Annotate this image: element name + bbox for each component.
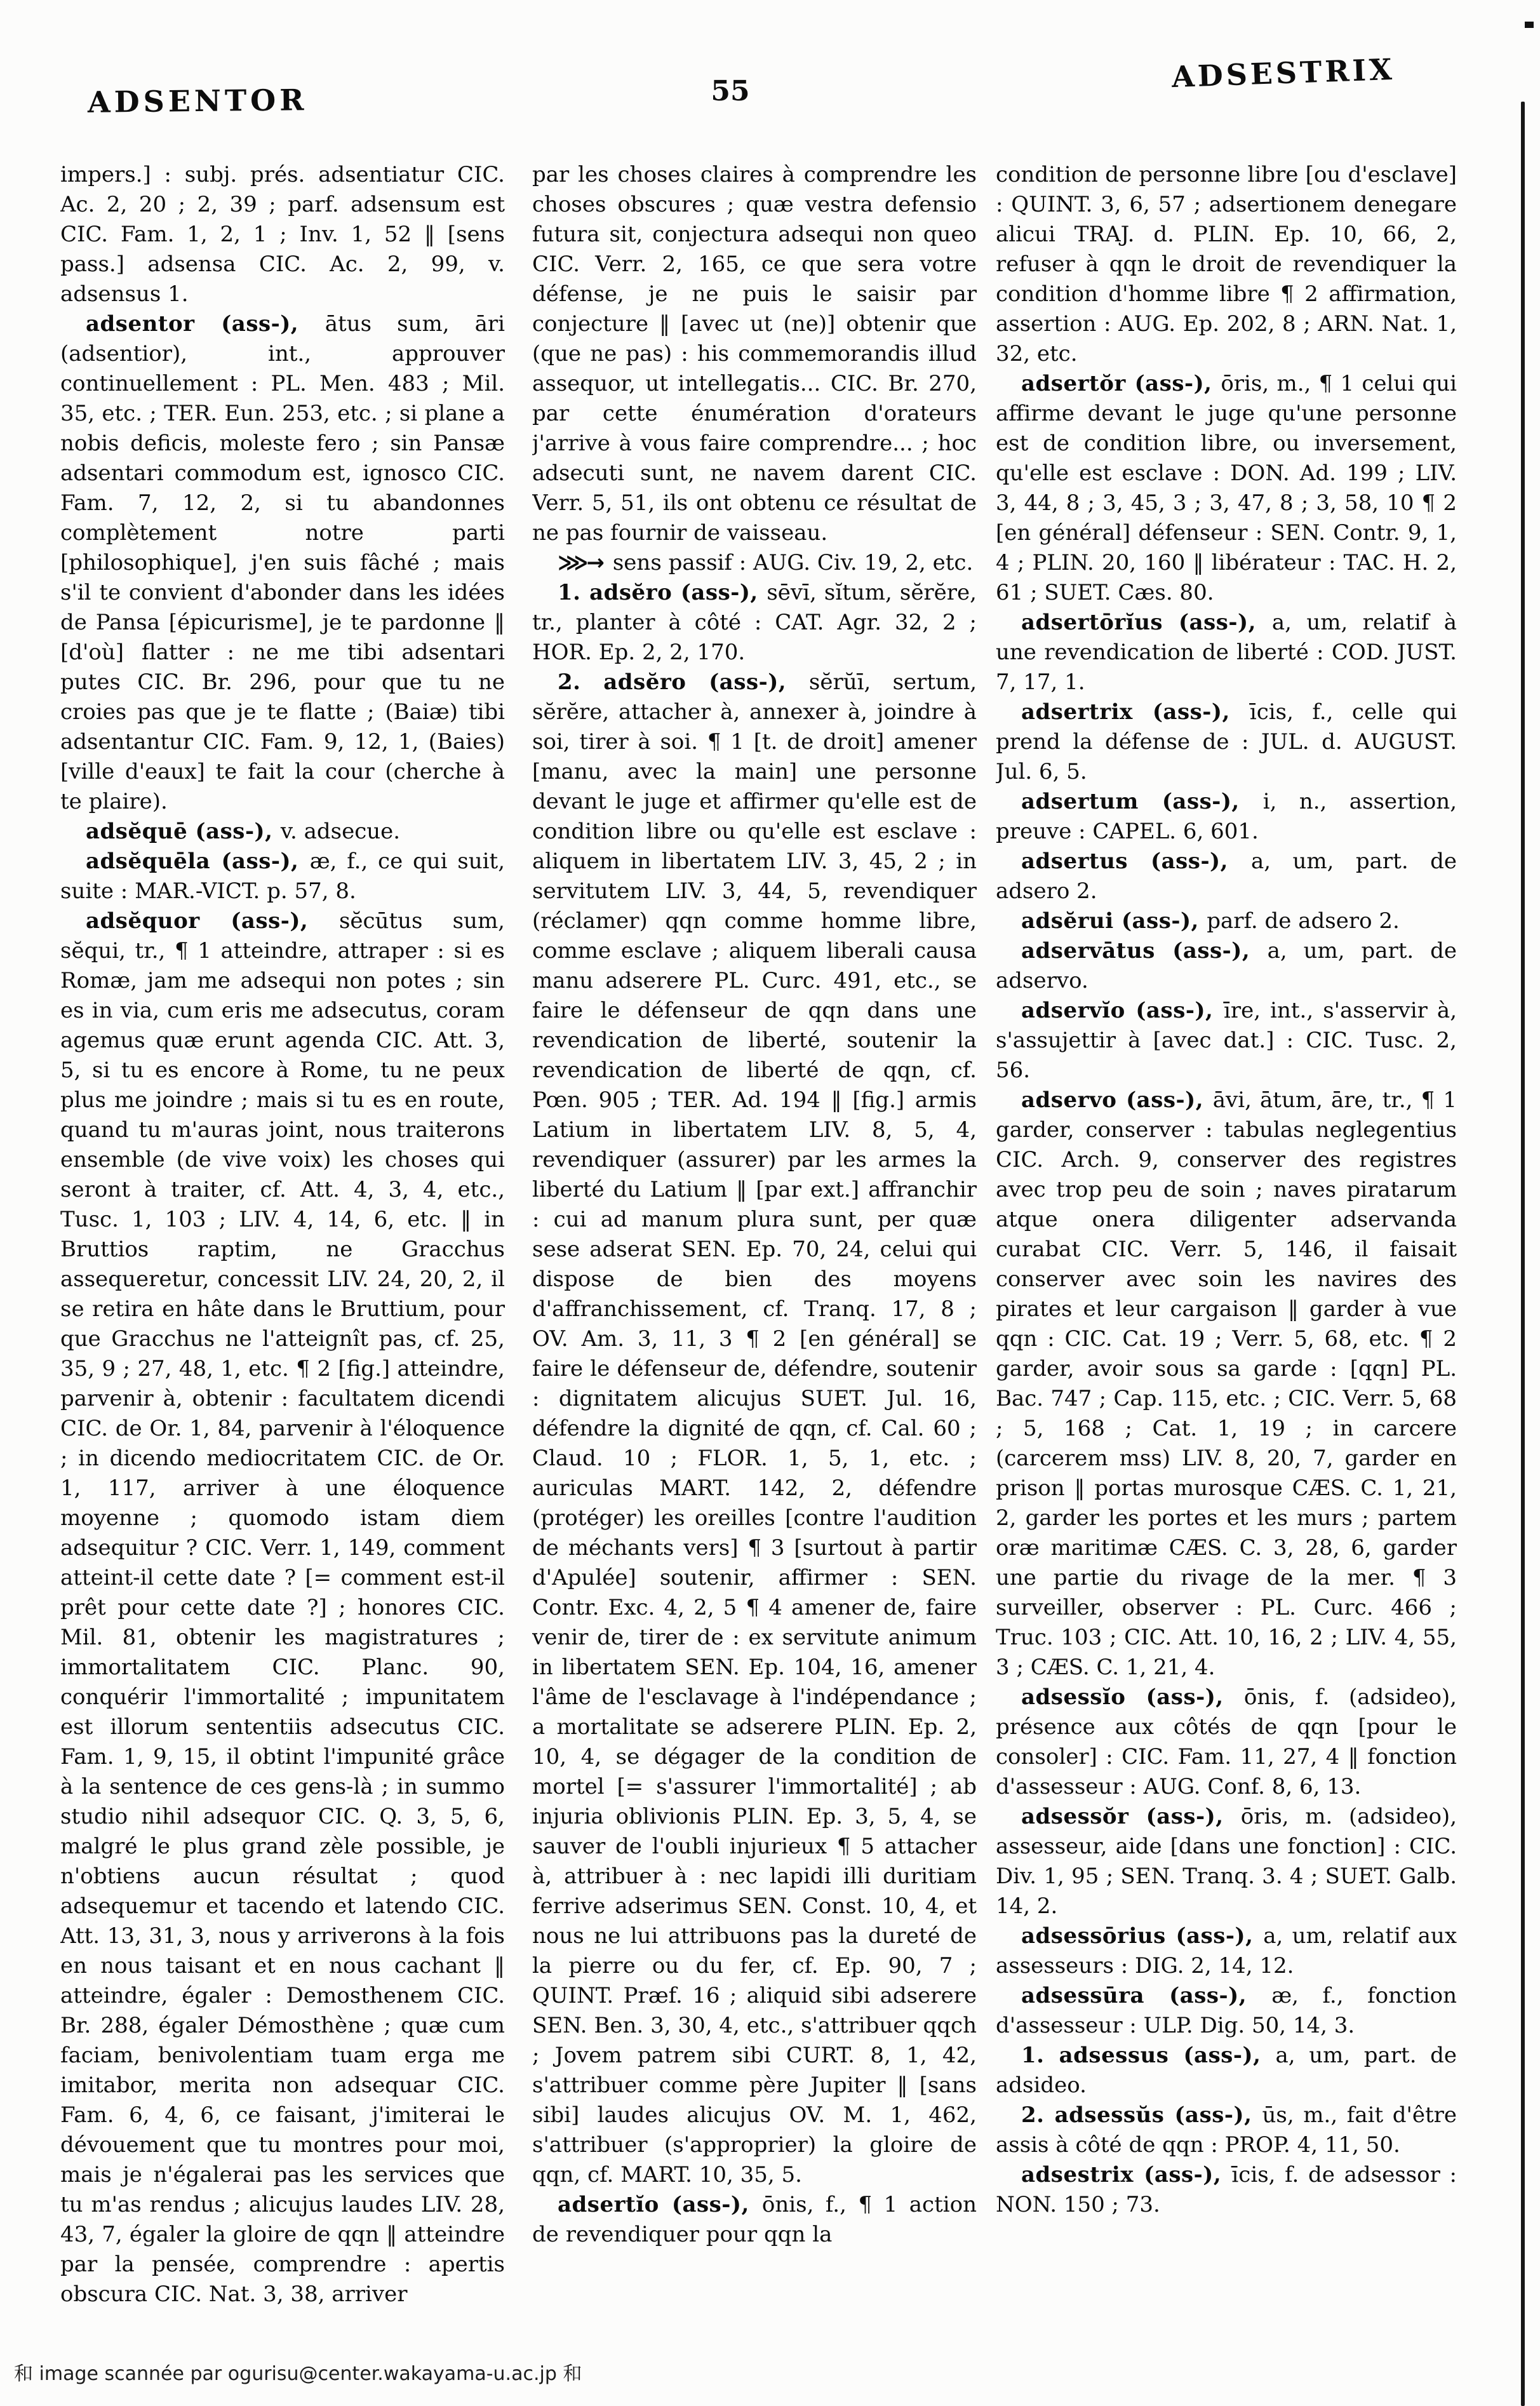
headword: adsertŏr (ass-), bbox=[1021, 371, 1221, 396]
headword: adsessōrius (ass-), bbox=[1021, 1923, 1264, 1949]
entry-paragraph: adsĕquor (ass-), sĕcūtus sum, sĕqui, tr., ¶ 1 atteindre, attraper : si es Romæ, jam me adsequi non potes ; sin es in via, cum eris me adsecutus, coram agemus quæ erunt agenda CIC. Att. 3, 5, si tu es encore à Rome, tu ne peux plus me joindre ; mais si tu es en route, quand tu m'auras joint, nous traiterons ensemble (de vive voix) les choses qui seront à traiter, cf. Att. 4, 3, 4, etc., Tusc. 1, 103 ; LIV. 4, 14, 6, etc. ‖ in Bruttios raptim, ne Gracchus assequeretur, concessit LIV. 24, 20, 2, il se retira en hâte dans le Bruttium, pour que Gracchus ne l'atteignît pas, cf. 25, 35, 9 ; 27, 48, 1, etc. ¶ 2 [fig.] atteindre, parvenir à, obtenir : facultatem dicendi CIC. de Or. 1, 84, parvenir à l'éloquence ; in dicendo mediocritatem CIC. de Or. 1, 117, arriver à une éloquence moyenne ; quomodo istam diem adsequitur ? CIC. Verr. 1, 149, comment atteint-il cette date ? [= comment est-il prêt pour cette date ?] ; honores CIC. Mil. 81, obtenir les magistratures ; immortalitatem CIC. Planc. 90, conquérir l'immortalité ; impunitatem est illorum sententiis adsecutus CIC. Fam. 1, 9, 15, il obtint l'impunité grâce à la sentence de ces gens-là ; in summo studio nihil adsequor CIC. Q. 3, 5, 6, malgré le plus grand zèle possible, je n'obtiens aucun résultat ; quod adsequemur et tacendo et latendo CIC. Att. 13, 31, 3, nous y arriverons à la fois en nous taisant et en nous cachant ‖ atteindre, égaler : Demosthenem CIC. Br. 288, égaler Démosthène ; quæ cum faciam, benivolentiam tuam erga me imitabor, merita non adsequar CIC. Fam. 6, 4, 6, ce faisant, j'imiterai le dévouement que tu montres pour moi, mais je n'égalerai pas les services que tu m'as rendus ; alicujus laudes LIV. 28, 43, 7, égaler la gloire de qqn ‖ atteindre par la pensée, comprendre : apertis obscura CIC. Nat. 3, 38, arriver bbox=[60, 908, 505, 2307]
entry-paragraph: adsestrix (ass-), īcis, f. de adsessor : NON. 150 ; 73. bbox=[996, 2162, 1457, 2217]
entry-paragraph: adsessŏr (ass-), ōris, m. (adsideo), assesseur, aide [dans une fonction] : CIC. Div. 1, 95 ; SEN. Tranq. 3. 4 ; SUET. Galb. 14, 2. bbox=[996, 1804, 1457, 1919]
continuation-paragraph: condition de personne libre [ou d'esclave] : QUINT. 3, 6, 57 ; adsertionem denegare alicui TRAJ. d. PLIN. Ep. 10, 66, 2, refuser à qqn le droit de revendiquer la condition d'homme libre ¶ 2 affirmation, assertion : AUG. Ep. 202, 8 ; ARN. Nat. 1, 32, etc. bbox=[996, 162, 1457, 366]
entry-paragraph: adservo (ass-), āvi, ātum, āre, tr., ¶ 1 garder, conserver : tabulas neglegentius CIC. Arch. 9, conserver des registres avec trop peu de soin ; naves piratarum atque onera diligenter adservanda curabat CIC. Verr. 5, 146, il faisait conserver avec soin les navires des pirates et leur cargaison ‖ garder à vue qqn : CIC. Cat. 19 ; Verr. 5, 68, etc. ¶ 2 garder, avoir sous sa garde : [qqn] PL. Bac. 747 ; Cap. 115, etc. ; CIC. Verr. 5, 68 ; 5, 168 ; Cat. 1, 19 ; in carcere (carcerem mss) LIV. 8, 20, 7, garder en prison ‖ portas murosque CÆS. C. 1, 21, 2, garder les portes et les murs ; partem oræ maritimæ CÆS. C. 3, 28, 6, garder une partie du rivage de la mer. ¶ 3 surveiller, observer : PL. Curc. 466 ; Truc. 103 ; CIC. Att. 10, 16, 2 ; LIV. 4, 55, 3 ; CÆS. C. 1, 21, 4. bbox=[996, 1087, 1457, 1680]
headword: adsessŏr (ass-), bbox=[1021, 1804, 1241, 1829]
headword: adsentor (ass-), bbox=[86, 311, 325, 337]
entry-paragraph: adsertĭo (ass-), ōnis, f., ¶ 1 action de revendiquer pour qqn la bbox=[532, 2192, 977, 2247]
remark-arrow-icon: ⋙→ bbox=[558, 550, 603, 575]
entry-paragraph: 2. adsĕro (ass-), sĕrŭī, sertum, sĕrĕre, attacher à, annexer à, joindre à soi, tirer à soi. ¶ 1 [t. de droit] amener [manu, avec la main] une personne devant le juge et affirmer qu'elle est de condition libre ou qu'elle est esclave : aliquem in libertatem LIV. 3, 45, 2 ; in servitutem LIV. 3, 44, 5, revendiquer (réclamer) qqn comme homme libre, comme esclave ; aliquem liberali causa manu adserere PL. Curc. 491, etc., se faire le défenseur de qqn dans une revendication de liberté, soutenir la revendication de liberté de qqn, cf. Pœn. 905 ; TER. Ad. 194 ‖ [fig.] armis Latium in libertatem LIV. 8, 5, 4, revendiquer (assurer) par les armes la liberté du Latium ‖ [par ext.] affranchir : cui ad manum plura sunt, per quæ sese adserat SEN. Ep. 70, 24, celui qui dispose de bien des moyens d'affranchissement, cf. Tranq. 17, 8 ; OV. Am. 3, 11, 3 ¶ 2 [en général] se faire le défenseur de, défendre, soutenir : dignitatem alicujus SUET. Jul. 16, défendre la dignité de qqn, cf. Cal. 60 ; Claud. 10 ; FLOR. 1, 5, 1, etc. ; auriculas MART. 142, 2, défendre (protéger) les oreilles [contre l'audition de méchants vers] ¶ 3 [surtout à partir d'Apulée] soutenir, affirmer : SEN. Contr. Exc. 4, 2, 5 ¶ 4 amener de, faire venir de, tirer de : ex servitute animum in libertatem SEN. Ep. 104, 16, amener l'âme de l'esclavage à l'indépendance ; a mortalitate se adserere PLIN. Ep. 2, 10, 4, se dégager de la condition de mortel [= s'assurer l'immortalité] ; ab injuria oblivionis PLIN. Ep. 3, 5, 4, se sauver de l'oubli injurieux ¶ 5 attacher à, attribuer à : nec lapidi illi duritiam ferrive adserimus SEN. Const. 10, 4, et nous ne lui attribuons pas la dureté de la pierre ou du fer, cf. Ep. 90, 7 ; QUINT. Præf. 16 ; aliquid sibi adserere SEN. Ben. 3, 30, 4, etc., s'attribuer qqch ; Jovem patrem sibi CURT. 8, 1, 42, s'attribuer comme père Jupiter ‖ [sans sibi] laudes alicujus OV. M. 1, 462, s'attribuer (s'approprier) la gloire de qqn, cf. MART. 10, 35, 5. bbox=[532, 669, 977, 2188]
entry-paragraph: adsertus (ass-), a, um, part. de adsero 2. bbox=[996, 849, 1457, 904]
entry-paragraph: 1. adsĕro (ass-), sēvī, sĭtum, sĕrĕre, tr., planter à côté : CAT. Agr. 32, 2 ; HOR. Ep. 2, 2, 170. bbox=[532, 580, 977, 665]
entry-paragraph: adsĕquē (ass-), v. adsecue. bbox=[86, 819, 401, 844]
headword: 1. adsessus (ass-), bbox=[1021, 2043, 1276, 2068]
headword: adsĕrui (ass-), bbox=[1021, 908, 1207, 934]
entry-paragraph: adservātus (ass-), a, um, part. de adservo. bbox=[996, 938, 1457, 993]
column-1 bbox=[60, 160, 505, 2309]
continuation-paragraph: impers.] : subj. prés. adsentiatur CIC. Ac. 2, 20 ; 2, 39 ; parf. adsensum est CIC. Fam. 1, 2, 1 ; Inv. 1, 52 ‖ [sens pass.] adsensa CIC. Ac. 2, 99, v. adsensus 1. bbox=[60, 162, 505, 307]
entry-paragraph: adsentor (ass-), ātus sum, āri (adsentior), int., approuver continuellement : PL. Men. 483 ; Mil. 35, etc. ; TER. Eun. 253, etc. ; si plane a nobis deficis, moleste fero ; sin Pansæ adsentari commodum est, ignosco CIC. Fam. 7, 12, 2, si tu abandonnes complètement notre parti [philosophique], j'en suis fâché ; mais s'il te convient d'abonder dans les idées de Pansa [épicurisme], je te pardonne ‖ [d'où] flatter : ne me tibi adsentari putes CIC. Br. 296, pour que tu ne croies pas que je te flatte ; (Baiæ) tibi adsentantur CIC. Fam. 9, 12, 1, (Baies) [ville d'eaux] te fait la cour (cherche à te plaire). bbox=[60, 311, 505, 814]
entry-paragraph: 1. adsessus (ass-), a, um, part. de adsideo. bbox=[996, 2043, 1457, 2098]
page-number: 55 bbox=[711, 75, 750, 107]
headword: 1. adsĕro (ass-), bbox=[558, 580, 767, 605]
headword: adsertōrĭus (ass-), bbox=[1021, 610, 1272, 635]
headword: adsertrix (ass-), bbox=[1021, 699, 1250, 725]
entry-paragraph: adsĕquēla (ass-), æ, f., ce qui suit, suite : MAR.-VICT. p. 57, 8. bbox=[60, 849, 505, 904]
headword: adsĕquor (ass-), bbox=[86, 908, 339, 934]
scan-edge-line bbox=[1521, 102, 1525, 2406]
column-3 bbox=[996, 160, 1457, 2220]
headword: adsertum (ass-), bbox=[1021, 789, 1263, 814]
running-head-left: ADSENTOR bbox=[87, 83, 308, 119]
headword: adsestrix (ass-), bbox=[1021, 2162, 1232, 2188]
headword: adservo (ass-), bbox=[1021, 1087, 1213, 1113]
running-head-right: ADSESTRIX bbox=[1171, 51, 1396, 95]
scan-credit: 和 image scannée par ogurisu@center.wakayama-u.ac.jp 和 bbox=[14, 2363, 582, 2385]
entry-paragraph: adsertum (ass-), i, n., assertion, preuve : CAPEL. 6, 601. bbox=[996, 789, 1457, 844]
headword: 2. adsessŭs (ass-), bbox=[1021, 2102, 1262, 2128]
entry-paragraph: adsessĭo (ass-), ōnis, f. (adsideo), présence aux côtés de qqn [pour le consoler] : CIC. Fam. 11, 27, 4 ‖ fonction d'assesseur : AUG. Conf. 8, 6, 13. bbox=[996, 1684, 1457, 1799]
headword: adsĕquē (ass-), bbox=[86, 819, 281, 844]
headword: adservĭo (ass-), bbox=[1021, 998, 1224, 1023]
headword: adsertus (ass-), bbox=[1021, 849, 1251, 874]
entry-paragraph: adsertrix (ass-), īcis, f., celle qui prend la défense de : JUL. d. AUGUST. Jul. 6, 5. bbox=[996, 699, 1457, 784]
entry-paragraph: 2. adsessŭs (ass-), ūs, m., fait d'être assis à côté de qqn : PROP. 4, 11, 50. bbox=[996, 2102, 1457, 2158]
headword: adsertĭo (ass-), bbox=[558, 2192, 762, 2217]
headword: 2. adsĕro (ass-), bbox=[558, 669, 809, 695]
headword: adsessūra (ass-), bbox=[1021, 1983, 1272, 2008]
entry-paragraph: adsessūra (ass-), æ, f., fonction d'assesseur : ULP. Dig. 50, 14, 3. bbox=[996, 1983, 1457, 2038]
headword: adsessĭo (ass-), bbox=[1021, 1684, 1244, 1710]
column-2 bbox=[532, 160, 977, 2250]
entry-paragraph: adsĕrui (ass-), parf. de adsero 2. bbox=[1021, 908, 1400, 934]
headword: adservātus (ass-), bbox=[1021, 938, 1268, 964]
entry-paragraph: adsertŏr (ass-), ōris, m., ¶ 1 celui qui affirme devant le juge qu'une personne est de condition libre, ou inversement, qu'elle est esclave : DON. Ad. 199 ; LIV. 3, 44, 8 ; 3, 45, 3 ; 3, 47, 8 ; 3, 58, 10 ¶ 2 [en général] défenseur : SEN. Contr. 9, 1, 4 ; PLIN. 20, 160 ‖ libérateur : TAC. H. 2, 61 ; SUET. Cæs. 80. bbox=[996, 371, 1457, 605]
entry-paragraph: adsertōrĭus (ass-), a, um, relatif à une revendication de liberté : COD. JUST. 7, 17, 1. bbox=[996, 610, 1457, 695]
entry-paragraph: adsessōrius (ass-), a, um, relatif aux assesseurs : DIG. 2, 14, 12. bbox=[996, 1923, 1457, 1979]
continuation-paragraph: ⋙→ sens passif : AUG. Civ. 19, 2, etc. bbox=[558, 550, 974, 575]
headword: adsĕquēla (ass-), bbox=[86, 849, 310, 874]
scan-speck bbox=[1525, 22, 1534, 28]
continuation-paragraph: par les choses claires à comprendre les choses obscures ; quæ vestra defensio futura sit, conjectura adsequi non queo CIC. Verr. 2, 165, ce que sera votre défense, je ne puis le saisir par conjecture ‖ [avec ut (ne)] obtenir que (que ne pas) : his commemorandis illud assequor, ut intellegatis... CIC. Br. 270, par cette énumération d'orateurs j'arrive à vous faire comprendre... ; hoc adsecuti sunt, ne navem darent CIC. Verr. 5, 51, ils ont obtenu ce résultat de ne pas fournir de vaisseau. bbox=[532, 162, 977, 546]
entry-paragraph: adservĭo (ass-), īre, int., s'asservir à, s'assujettir à [avec dat.] : CIC. Tusc. 2, 56. bbox=[996, 998, 1457, 1083]
